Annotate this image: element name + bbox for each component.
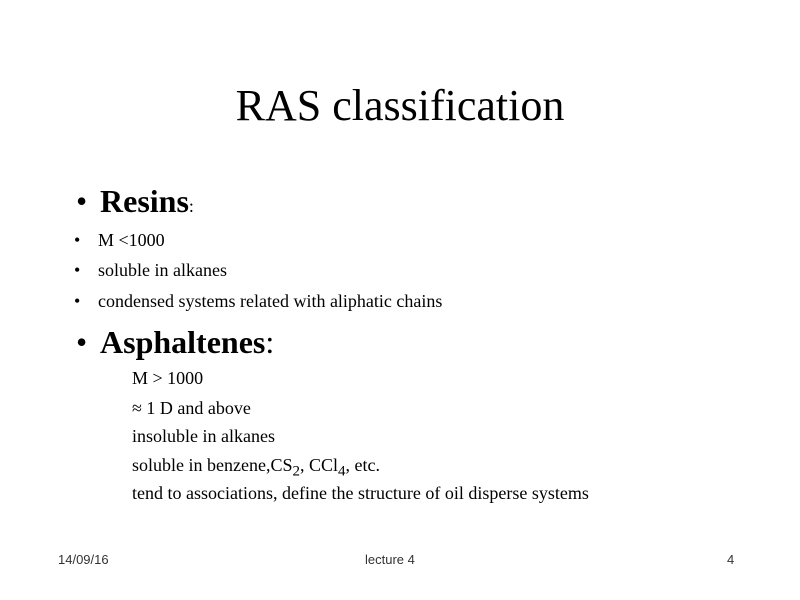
resins-heading: Resins [100,183,189,219]
footer-date: 14/09/16 [58,552,109,567]
list-item [132,367,203,389]
resins-item-systems: condensed systems related with aliphatic chains [98,291,443,311]
resins-heading-row [76,182,194,225]
list-item [132,454,380,483]
resins-item-mass: M <1000 [98,230,165,250]
asphaltenes-item-insoluble: insoluble in alkanes [132,426,275,446]
bullet-icon: • [74,291,81,311]
bullet-icon: • [74,230,81,250]
asphaltenes-item-associations: tend to associations, define the structure of oil disperse systems [132,483,589,503]
asphaltenes-heading-row [76,323,274,361]
list-item [132,425,275,447]
resins-item-solubility: soluble in alkanes [98,260,227,280]
bullet-icon: • [76,324,88,360]
list-item [132,482,589,504]
asphaltenes-item-soluble: soluble in $benzene,CS_2$, CCl$_4$, etc. [132,455,380,480]
asphaltenes-colon: : [265,324,275,360]
asphaltenes-heading: Asphaltenes [100,324,266,360]
bullet-icon: • [74,260,81,280]
list-item [74,259,227,281]
footer-lecture: lecture 4 [365,552,415,567]
bullet-icon: • [76,183,88,219]
page-title: RAS classification [235,81,565,130]
footer-page-number: 4 [727,552,735,567]
list-item [74,290,443,312]
list-item [132,397,251,419]
asphaltenes-item-dipole: ≈ 1 D and above [132,398,251,418]
resins-colon: : [188,196,194,216]
list-item [74,229,165,251]
asphaltenes-item-mass: M > 1000 [132,368,204,388]
